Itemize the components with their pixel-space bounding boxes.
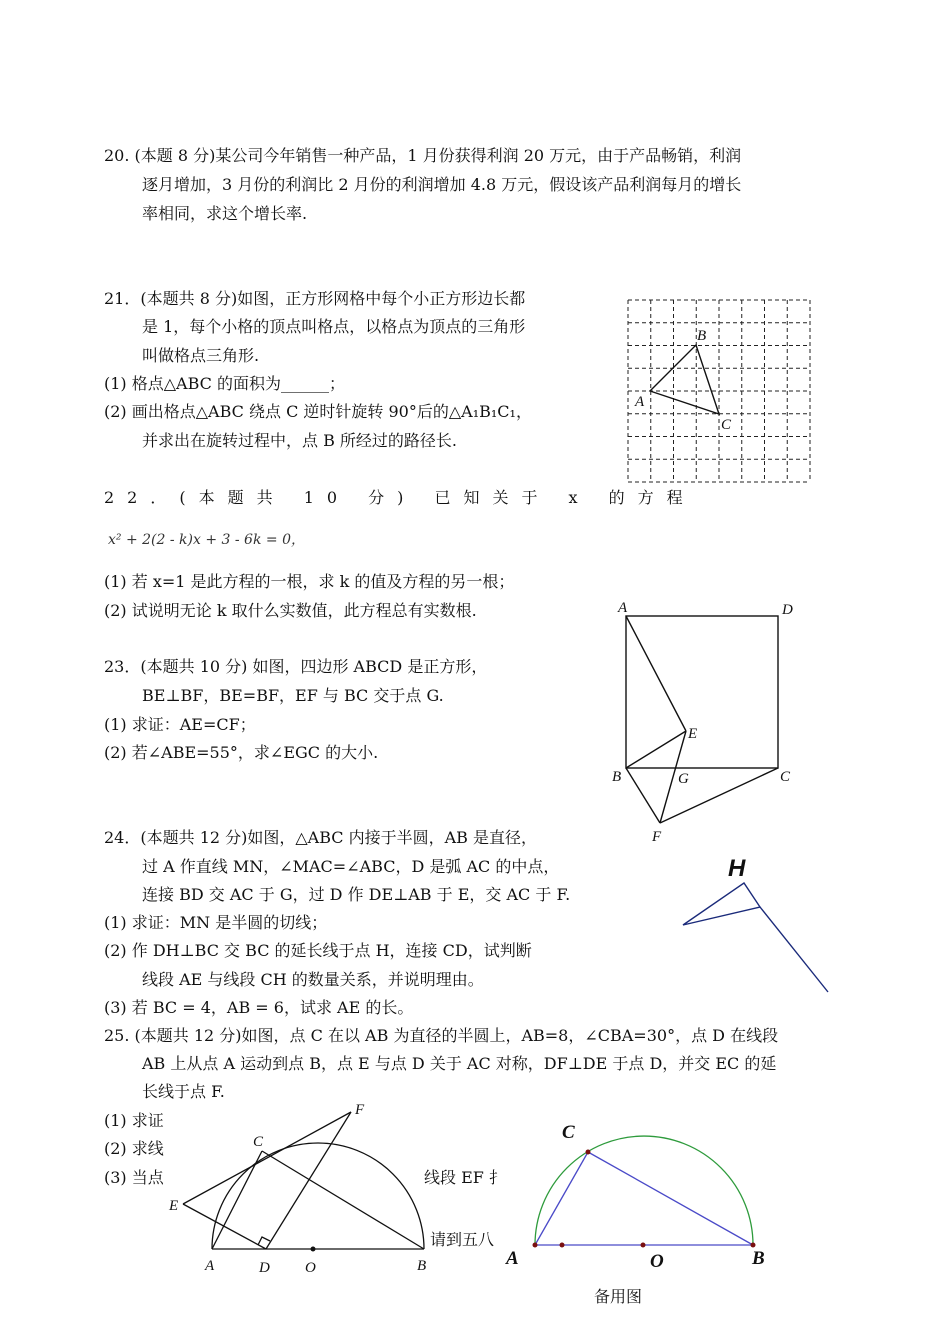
q21-grid-figure: [624, 296, 814, 486]
q25-part2: (2) 求线: [104, 1139, 164, 1158]
q25-label-d: D: [259, 1260, 270, 1276]
q20-line2: 逐月增加，3 月份的利润比 2 月份的利润增加 4.8 万元，假设该产品利润每月的增长: [142, 175, 742, 194]
q25-backup-point-b: [751, 1243, 756, 1248]
q25-backup-segment-cb: [588, 1152, 753, 1245]
q23-line1: 23．(本题共 10 分) 如图，四边形 ABCD 是正方形，: [104, 657, 488, 676]
q25-semicircle: [212, 1143, 424, 1249]
q25-backup-figure: [500, 1112, 780, 1282]
q23-part2: (2) 若∠ABE=55°，求∠EGC 的大小.: [104, 743, 379, 762]
q23-line2: BE⊥BF，BE=BF，EF 与 BC 交于点 G.: [142, 686, 444, 705]
q25-backup-label-a: A: [506, 1248, 519, 1269]
q25-backup-label-b: B: [752, 1248, 765, 1269]
q21-line2: 是 1，每个小格的顶点叫格点，以格点为顶点的三角形: [142, 317, 526, 336]
q25-segment-df: [266, 1112, 351, 1249]
q21-part2b: 并求出在旋转过程中，点 B 所经过的路径长.: [142, 431, 458, 450]
q21-label-b: B: [697, 328, 707, 344]
q25-fragment-ef: 线段 EF 扌: [424, 1168, 505, 1187]
q23-label-d: D: [782, 602, 793, 618]
q25-line3: 长线于点 F.: [142, 1082, 225, 1101]
q23-segment-ae: [626, 616, 686, 731]
q23-label-b: B: [612, 769, 622, 785]
q25-backup-label-o: O: [650, 1251, 664, 1272]
q21-part2: (2) 画出格点△ABC 绕点 C 逆时针旋转 90°后的△A₁B₁C₁，: [104, 402, 532, 421]
q21-line1: 21．(本题共 8 分)如图，正方形网格中每个小正方形边长都: [104, 289, 526, 308]
q25-label-c: C: [253, 1134, 264, 1150]
q24-part3: (3) 若 BC = 4，AB = 6，试求 AE 的长。: [104, 998, 414, 1017]
q25-segment-ed: [183, 1204, 266, 1249]
q25-right-angle-mark: [258, 1237, 270, 1245]
q23-square-abcd: [626, 616, 778, 768]
q23-part1: (1) 求证：AE=CF；: [104, 715, 256, 734]
q25-segment-ac: [212, 1151, 262, 1249]
q25-label-o: O: [305, 1260, 316, 1276]
q24-part2: (2) 作 DH⊥BC 交 BC 的延长线于点 H，连接 CD，试判断: [104, 941, 532, 960]
q25-backup-label-c: C: [562, 1122, 575, 1143]
q21-label-c: C: [721, 417, 732, 433]
q24-long-segment: [760, 907, 828, 992]
q22-part2: (2) 试说明无论 k 取什么实数值，此方程总有实数根.: [104, 601, 477, 620]
q21-grid: [628, 300, 810, 482]
q24-h-figure: [676, 850, 836, 1000]
q25-backup-point-a: [533, 1243, 538, 1248]
q21-label-a: A: [635, 394, 645, 410]
q22-equation: x² + 2(2 - k)x + 3 - 6k = 0，: [108, 532, 305, 548]
q20-line3: 率相同，求这个增长率.: [142, 204, 308, 223]
q23-label-a: A: [618, 600, 628, 616]
q22-part1: (1) 若 x=1 是此方程的一根，求 k 的值及方程的另一根；: [104, 572, 515, 591]
q25-backup-semicircle: [535, 1136, 753, 1245]
q21-triangle-abc: [650, 345, 719, 414]
q24-part2b: 线段 AE 与线段 CH 的数量关系，并说明理由。: [142, 970, 484, 989]
q25-main-figure: [165, 1100, 435, 1280]
q24-triangle: [683, 883, 760, 925]
q25-label-e: E: [169, 1198, 179, 1214]
q25-line2: AB 上从点 A 运动到点 B，点 E 与点 D 关于 AC 对称，DF⊥DE 于点 D，并交 EC 的延: [142, 1054, 777, 1073]
q25-segment-cb: [262, 1151, 424, 1249]
q23-square-figure: [608, 598, 808, 848]
q23-label-g: G: [678, 771, 689, 787]
q24-part1: (1) 求证：MN 是半圆的切线；: [104, 913, 328, 932]
q20-line1: 20. (本题 8 分)某公司今年销售一种产品，1 月份获得利润 20 万元，由于产品畅销，利润: [104, 146, 742, 165]
q23-label-f: F: [652, 829, 662, 845]
q24-line1: 24．(本题共 12 分)如图，△ABC 内接于半圆，AB 是直径，: [104, 828, 538, 847]
q25-part1: (1) 求证: [104, 1111, 164, 1130]
q25-line1: 25. (本题共 12 分)如图，点 C 在以 AB 为直径的半圆上，AB=8，∠CBA=30°，点 D 在线段: [104, 1026, 779, 1045]
q23-label-c: C: [780, 769, 791, 785]
q23-segment-bf: [626, 768, 660, 823]
q23-label-e: E: [688, 726, 698, 742]
q24-line2: 过 A 作直线 MN，∠MAC=∠ABC，D 是弧 AC 的中点，: [142, 857, 560, 876]
q21-part1: (1) 格点△ABC 的面积为______；: [104, 374, 345, 393]
q24-label-h: H: [728, 855, 746, 882]
q25-backup-point-d: [560, 1243, 565, 1248]
q24-line3: 连接 BD 交 AC 于 G，过 D 作 DE⊥AB 于 E，交 AC 于 F.: [142, 885, 571, 904]
q25-backup-caption: 备用图: [594, 1287, 643, 1306]
q25-backup-segment-ac: [535, 1152, 588, 1245]
q25-fragment-wuba: 请到五八: [430, 1230, 495, 1249]
q25-label-b: B: [417, 1258, 427, 1274]
q25-center-o: [311, 1247, 316, 1252]
q22-line1: 22．(本题共 10 分) 已知关于 x 的方程: [104, 488, 696, 507]
q25-label-a: A: [205, 1258, 215, 1274]
q21-line3: 叫做格点三角形.: [142, 346, 260, 365]
q25-part3: (3) 当点: [104, 1168, 164, 1187]
q25-label-f: F: [355, 1102, 365, 1118]
q25-backup-point-c: [586, 1150, 591, 1155]
q25-backup-point-o: [641, 1243, 646, 1248]
